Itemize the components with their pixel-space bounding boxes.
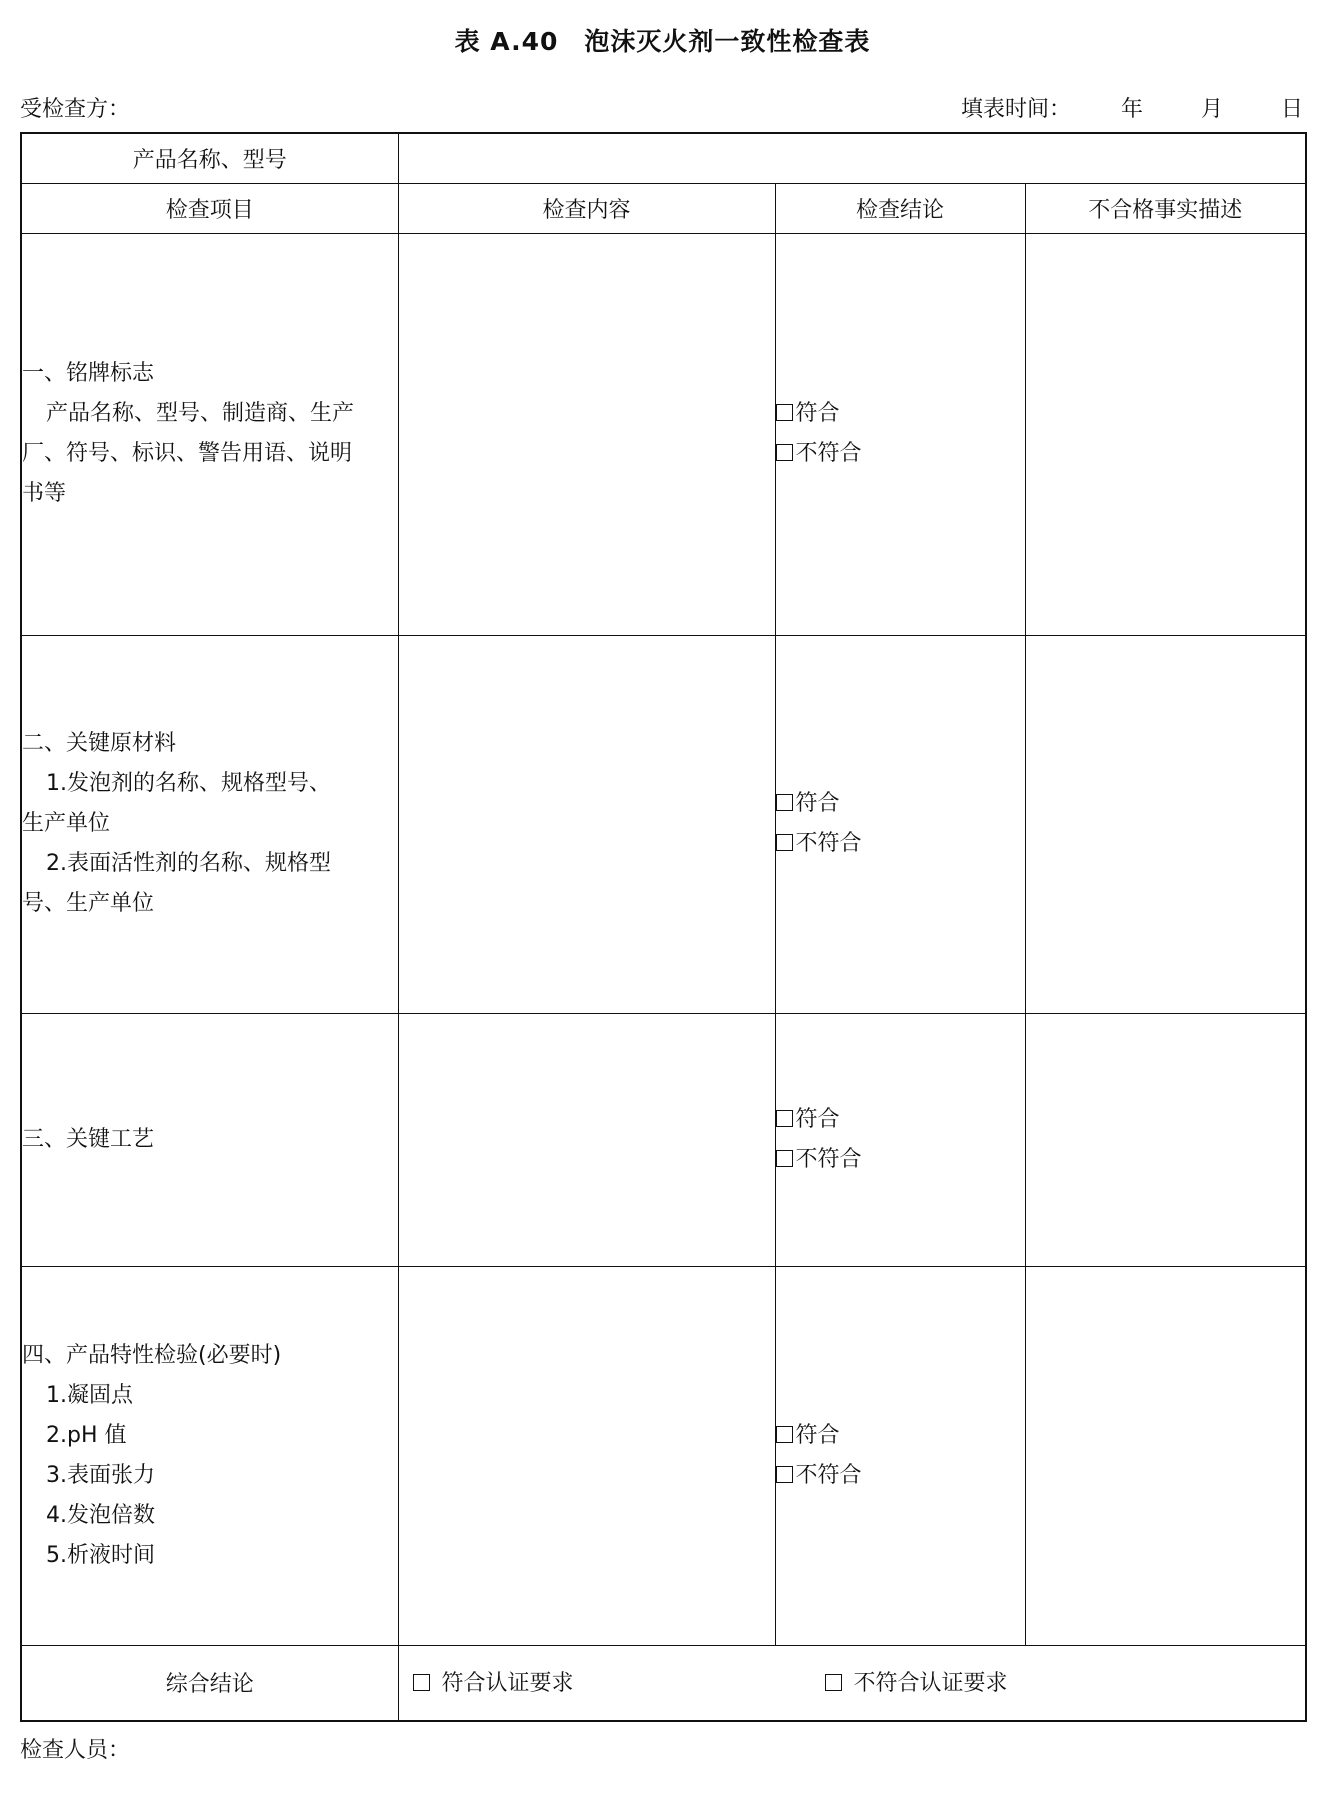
inspected-party-label: 受检查方： xyxy=(20,97,131,122)
fail-label: 不符合 xyxy=(795,831,862,856)
fail-option[interactable] xyxy=(776,1140,1025,1180)
header-item: 检查项目 xyxy=(21,183,398,233)
item-line: 生产单位 xyxy=(22,811,111,836)
overall-fail-label: 不符合认证要求 xyxy=(853,1670,1008,1696)
overall-pass-option[interactable] xyxy=(413,1666,574,1697)
pass-option[interactable] xyxy=(776,1416,1025,1456)
item-line: 1.发泡剂的名称、规格型号、 xyxy=(46,771,331,796)
inspection-table xyxy=(20,132,1307,1722)
item-heading: 二、关键原材料 xyxy=(22,731,177,756)
overall-cell xyxy=(398,1645,1306,1721)
content-cell[interactable] xyxy=(398,1266,775,1645)
product-name-field[interactable] xyxy=(398,133,1306,183)
nonconformity-cell[interactable] xyxy=(1025,1266,1306,1645)
fail-checkbox[interactable] xyxy=(776,1150,793,1167)
pass-label: 符合 xyxy=(795,791,840,816)
pass-label: 符合 xyxy=(795,401,840,426)
conclusion-cell xyxy=(775,1266,1025,1645)
pass-checkbox[interactable] xyxy=(776,794,793,811)
header-content: 检查内容 xyxy=(398,183,775,233)
nonconformity-cell[interactable] xyxy=(1025,1013,1306,1266)
conclusion-cell xyxy=(775,233,1025,635)
table-title: 泡沫灭火剂一致性检查表 xyxy=(584,27,871,56)
pass-option[interactable] xyxy=(776,784,1025,824)
overall-fail-checkbox[interactable] xyxy=(825,1674,842,1691)
nonconformity-cell[interactable] xyxy=(1025,635,1306,1013)
pass-option[interactable] xyxy=(776,1100,1025,1140)
table-row xyxy=(21,233,1306,635)
table-row xyxy=(21,1013,1306,1266)
item-line: 3.表面张力 xyxy=(46,1462,155,1488)
fail-checkbox[interactable] xyxy=(776,444,793,461)
fail-checkbox[interactable] xyxy=(776,1466,793,1483)
fail-label: 不符合 xyxy=(795,1146,862,1172)
fail-option[interactable] xyxy=(776,434,1025,474)
pass-checkbox[interactable] xyxy=(776,1110,793,1127)
table-number: 表 A.40 xyxy=(454,27,559,56)
item-heading: 三、关键工艺 xyxy=(22,1126,155,1152)
month-label: 月 xyxy=(1200,97,1223,122)
item-line: 5.析液时间 xyxy=(46,1542,155,1568)
page-title xyxy=(0,22,1325,58)
day-label: 日 xyxy=(1280,97,1303,122)
content-cell[interactable] xyxy=(398,233,775,635)
item-heading: 四、产品特性检验(必要时) xyxy=(22,1342,282,1368)
year-label: 年 xyxy=(1120,97,1143,122)
fill-time xyxy=(961,92,1303,123)
conclusion-cell xyxy=(775,1013,1025,1266)
item-line: 产品名称、型号、制造商、生产 xyxy=(46,401,355,426)
fail-label: 不符合 xyxy=(795,441,862,466)
item-heading: 一、铭牌标志 xyxy=(22,361,155,386)
product-name-label: 产品名称、型号 xyxy=(21,133,398,183)
item-product-test xyxy=(21,1266,398,1645)
header-conclusion: 检查结论 xyxy=(775,183,1025,233)
item-nameplate xyxy=(21,233,398,635)
inspector-label: 检查人员： xyxy=(20,1738,131,1763)
table-row xyxy=(21,635,1306,1013)
item-raw-materials xyxy=(21,635,398,1013)
fail-option[interactable] xyxy=(776,1456,1025,1496)
pass-label: 符合 xyxy=(795,1422,840,1448)
fill-time-label: 填表时间： xyxy=(960,97,1071,122)
overall-fail-option[interactable] xyxy=(825,1666,1008,1697)
item-line: 1.凝固点 xyxy=(46,1382,133,1408)
item-line: 2.表面活性剂的名称、规格型 xyxy=(46,851,331,876)
content-cell[interactable] xyxy=(398,635,775,1013)
overall-label: 综合结论 xyxy=(21,1645,398,1721)
overall-pass-checkbox[interactable] xyxy=(413,1674,430,1691)
conclusion-cell xyxy=(775,635,1025,1013)
overall-pass-label: 符合认证要求 xyxy=(441,1670,574,1696)
product-row xyxy=(21,133,1306,183)
pass-checkbox[interactable] xyxy=(776,404,793,421)
table-row xyxy=(21,1266,1306,1645)
item-process xyxy=(21,1013,398,1266)
item-line: 4.发泡倍数 xyxy=(46,1502,155,1528)
overall-row xyxy=(21,1645,1306,1721)
fail-checkbox[interactable] xyxy=(776,834,793,851)
header-nonconformity: 不合格事实描述 xyxy=(1025,183,1306,233)
header-row xyxy=(21,183,1306,233)
fail-label: 不符合 xyxy=(795,1462,862,1488)
pass-label: 符合 xyxy=(795,1106,840,1132)
item-line: 书等 xyxy=(22,481,67,506)
pass-checkbox[interactable] xyxy=(776,1426,793,1443)
item-line: 2.pH 值 xyxy=(46,1422,127,1448)
nonconformity-cell[interactable] xyxy=(1025,233,1306,635)
item-line: 号、生产单位 xyxy=(22,891,155,916)
pass-option[interactable] xyxy=(776,394,1025,434)
content-cell[interactable] xyxy=(398,1013,775,1266)
item-line: 厂、符号、标识、警告用语、说明 xyxy=(22,441,353,466)
fail-option[interactable] xyxy=(776,824,1025,864)
